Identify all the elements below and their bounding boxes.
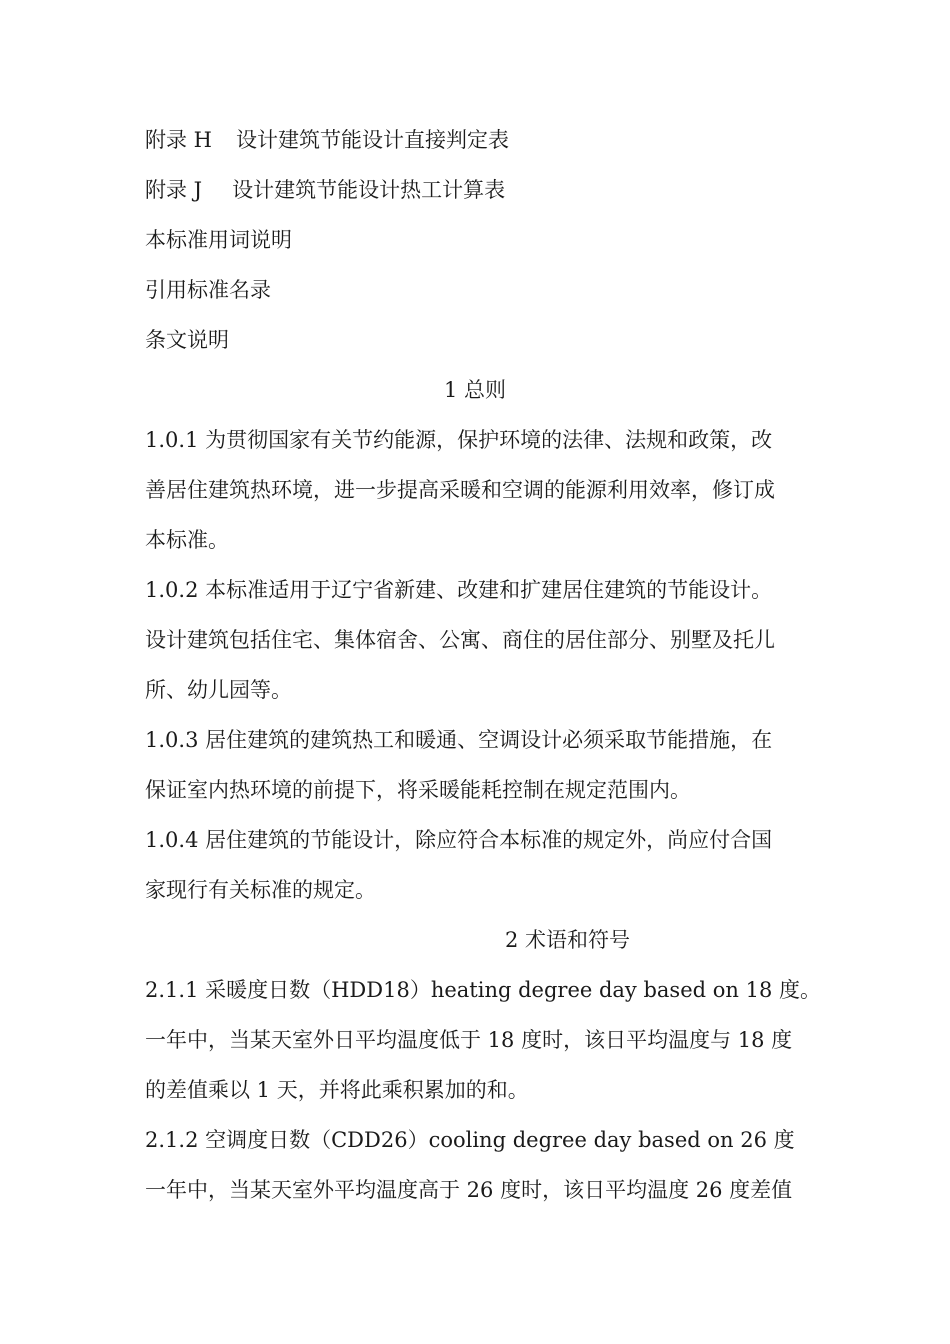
- body-line: 一年中，当某天室外平均温度高于 26 度时，该日平均温度 26 度差值: [145, 1178, 793, 1202]
- body-line: 本标准。: [145, 528, 229, 552]
- toc-label: 引用标准名录: [145, 278, 271, 302]
- body-line: 1.0.1 为贯彻国家有关节约能源，保护环境的法律、法规和政策，改: [145, 428, 773, 452]
- body-line: 一年中，当某天室外日平均温度低于 18 度时，该日平均温度与 18 度: [145, 1028, 793, 1052]
- body-line: 家现行有关标准的规定。: [145, 878, 376, 902]
- body-line: 善居住建筑热环境，进一步提高采暖和空调的能源利用效率，修订成: [145, 478, 775, 502]
- chapter-1-heading: 1 总则: [443, 378, 507, 402]
- body-line: 的差值乘以 1 天，并将此乘积累加的和。: [145, 1078, 529, 1102]
- body-line: 1.0.2 本标准适用于辽宁省新建、改建和扩建居住建筑的节能设计。: [145, 578, 773, 602]
- body-line: 2.1.1 采暖度日数（HDD18）heating degree day based on 18 度。: [145, 978, 821, 1002]
- body-line: 设计建筑包括住宅、集体宿舍、公寓、商住的居住部分、别墅及托儿: [145, 628, 775, 652]
- toc-entry-terms-explanation: [145, 225, 815, 255]
- toc-entry-cited-standards: [145, 275, 815, 305]
- chapter-2-heading: 2 术语和符号: [505, 928, 631, 952]
- body-line: 2.1.2 空调度日数（CDD26）cooling degree day based on 26 度: [145, 1128, 795, 1152]
- body-line: 保证室内热环境的前提下，将采暖能耗控制在规定范围内。: [145, 778, 691, 802]
- toc-label: 附录 J: [145, 178, 203, 202]
- body-line: 1.0.3 居住建筑的建筑热工和暖通、空调设计必须采取节能措施，在: [145, 728, 773, 752]
- toc-label: 附录 H: [145, 128, 212, 152]
- toc-entry-clause-explanation: [145, 325, 815, 355]
- toc-entry-appendix-j: [145, 175, 815, 205]
- toc-entry-appendix-h: [145, 125, 815, 155]
- body-line: 所、幼儿园等。: [145, 678, 292, 702]
- toc-label: 本标准用词说明: [145, 228, 292, 252]
- toc-title: 设计建筑节能设计热工计算表: [232, 178, 506, 202]
- toc-label: 条文说明: [145, 328, 229, 352]
- body-line: 1.0.4 居住建筑的节能设计，除应符合本标准的规定外，尚应付合国: [145, 828, 773, 852]
- toc-title: 设计建筑节能设计直接判定表: [236, 128, 509, 152]
